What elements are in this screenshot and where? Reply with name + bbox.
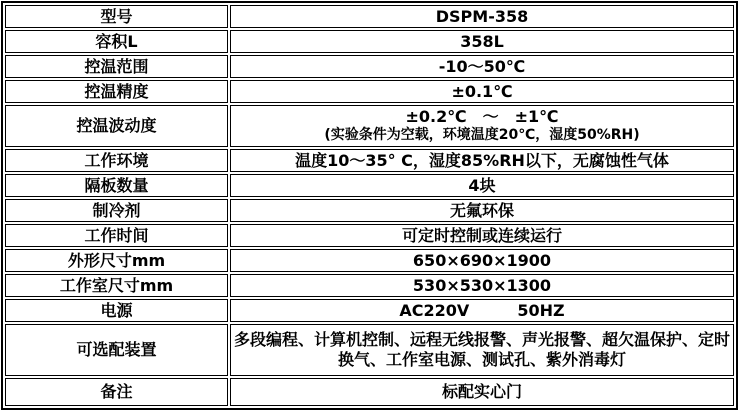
spec-label: 工作环境 <box>5 149 228 172</box>
spec-label: 备注 <box>5 378 228 406</box>
spec-row-temp-range <box>5 55 734 78</box>
spec-value <box>230 105 734 147</box>
spec-value: -10～50℃ <box>230 55 734 78</box>
spec-row-model <box>5 5 734 28</box>
spec-value: 标配实心门 <box>230 378 734 406</box>
fluctuation-main-value: ±0.2℃ ～ ±1℃ <box>405 107 559 127</box>
spec-value: 无氟环保 <box>230 199 734 222</box>
spec-label: 电源 <box>5 299 228 322</box>
spec-row-power-supply <box>5 299 734 322</box>
spec-row-capacity <box>5 30 734 53</box>
spec-value: 650×690×1900 <box>230 249 734 272</box>
spec-value: DSPM-358 <box>230 5 734 28</box>
spec-label: 外形尺寸mm <box>5 249 228 272</box>
spec-row-refrigerant <box>5 199 734 222</box>
spec-label: 容积L <box>5 30 228 53</box>
spec-row-temp-fluctuation <box>5 105 734 147</box>
spec-label: 制冷剂 <box>5 199 228 222</box>
spec-value: 多段编程、计算机控制、远程无线报警、声光报警、超欠温保护、定时换气、工作室电源、测试孔、紫外消毒灯 <box>230 324 734 376</box>
spec-value: 530×530×1300 <box>230 274 734 297</box>
spec-value: ±0.1℃ <box>230 80 734 103</box>
spec-row-working-time <box>5 224 734 247</box>
spec-row-optional-accessories <box>5 324 734 376</box>
spec-row-remarks <box>5 378 734 406</box>
fluctuation-test-condition-note: (实验条件为空载，环境温度20℃，湿度50%RH) <box>324 127 640 144</box>
spec-label: 型号 <box>5 5 228 28</box>
spec-label: 工作室尺寸mm <box>5 274 228 297</box>
spec-row-shelf-count <box>5 174 734 197</box>
spec-table <box>1 1 738 410</box>
spec-label: 控温波动度 <box>5 105 228 147</box>
spec-label: 可选配装置 <box>5 324 228 376</box>
spec-label: 控温精度 <box>5 80 228 103</box>
spec-label: 隔板数量 <box>5 174 228 197</box>
spec-row-temp-accuracy <box>5 80 734 103</box>
spec-label: 工作时间 <box>5 224 228 247</box>
spec-value: 可定时控制或连续运行 <box>230 224 734 247</box>
spec-row-chamber-dimensions <box>5 274 734 297</box>
spec-value: 温度10～35° C，湿度85%RH以下，无腐蚀性气体 <box>230 149 734 172</box>
spec-label: 控温范围 <box>5 55 228 78</box>
spec-value: 4块 <box>230 174 734 197</box>
spec-value: AC220V 50HZ <box>230 299 734 322</box>
spec-row-outer-dimensions <box>5 249 734 272</box>
spec-value: 358L <box>230 30 734 53</box>
spec-row-working-environment <box>5 149 734 172</box>
